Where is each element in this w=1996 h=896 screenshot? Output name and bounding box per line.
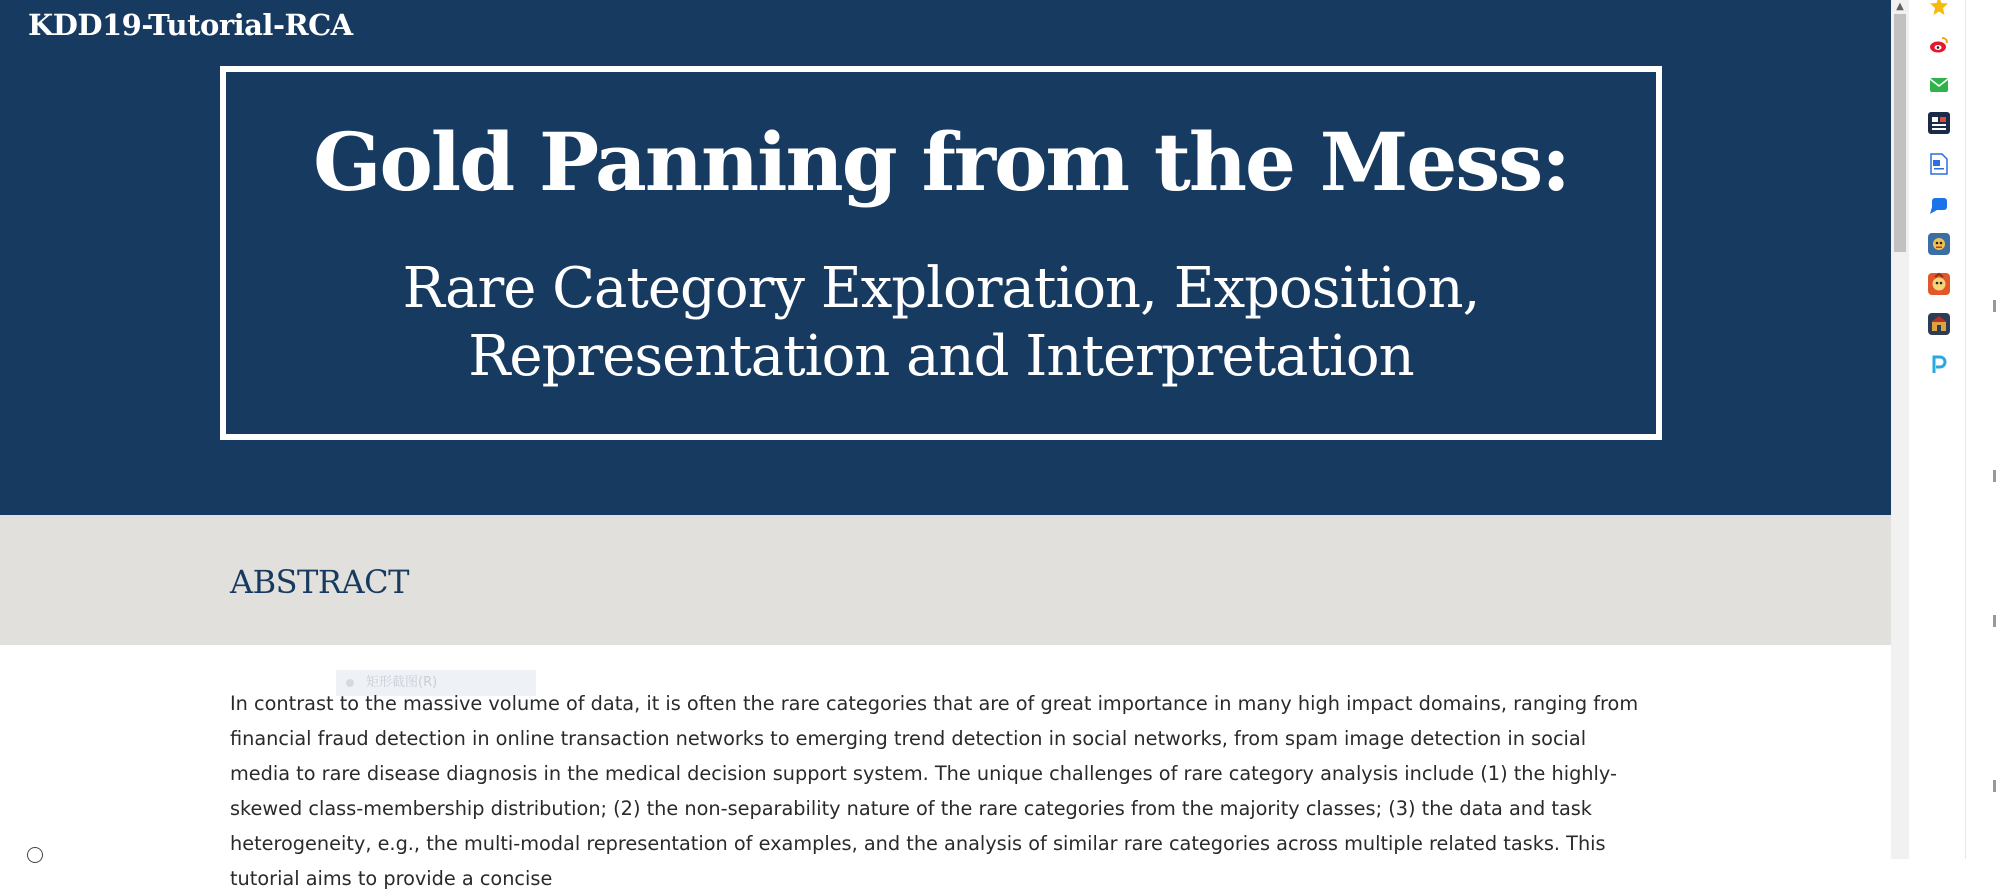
subtitle [226, 255, 1656, 391]
scrollbar-thumb[interactable] [1894, 14, 1906, 252]
mail-icon[interactable] [1927, 73, 1951, 97]
weibo-icon[interactable] [1927, 33, 1951, 57]
tooltip-label: 矩形截图(R) [366, 675, 438, 690]
game-icon-3[interactable] [1927, 312, 1951, 336]
subtitle-line-1: Rare Category Exploration, Exposition, [402, 256, 1480, 321]
subtitle-line-2: Representation and Interpretation [468, 324, 1414, 389]
site-title-link[interactable]: KDD19-Tutorial-RCA [28, 8, 353, 42]
document-icon[interactable] [1927, 152, 1951, 176]
chat-icon[interactable] [1927, 193, 1951, 217]
vertical-scrollbar[interactable] [1891, 0, 1909, 859]
news-icon[interactable] [1927, 111, 1951, 135]
main-title: Gold Panning from the Mess: [313, 115, 1569, 209]
right-edge-panel [1965, 0, 1996, 859]
game-icon-1[interactable] [1927, 232, 1951, 256]
browser-sidebar [1909, 0, 1965, 859]
abstract-paragraph: In contrast to the massive volume of data, it is often the rare categories that are of great importance in many high impact domains, ranging from financial fraud detection in online transaction networks to emerging trend detection in social networks, from spam image detection in social media to rare disease diagnosis in the medical decision support system. The unique challenges of rare category analysis include (1) the highly-skewed class-membership distribution; (2) the non-separability nature of the rare categories from the majority classes; (3) the data and task heterogeneity, e.g., the multi-modal representation of examples, and the analysis of similar rare categories across multiple related tasks. This tutorial aims to provide a concise [230, 692, 1639, 890]
info-icon[interactable] [27, 847, 43, 863]
game-icon-2[interactable] [1927, 272, 1951, 296]
pinyin-icon[interactable] [1927, 352, 1951, 376]
abstract-header-band [0, 515, 1891, 645]
scroll-up-arrow-icon[interactable]: ▲ [1896, 1, 1904, 12]
star-icon[interactable] [1927, 0, 1951, 18]
abstract-heading: ABSTRACT [230, 563, 409, 601]
title-frame [220, 66, 1662, 440]
